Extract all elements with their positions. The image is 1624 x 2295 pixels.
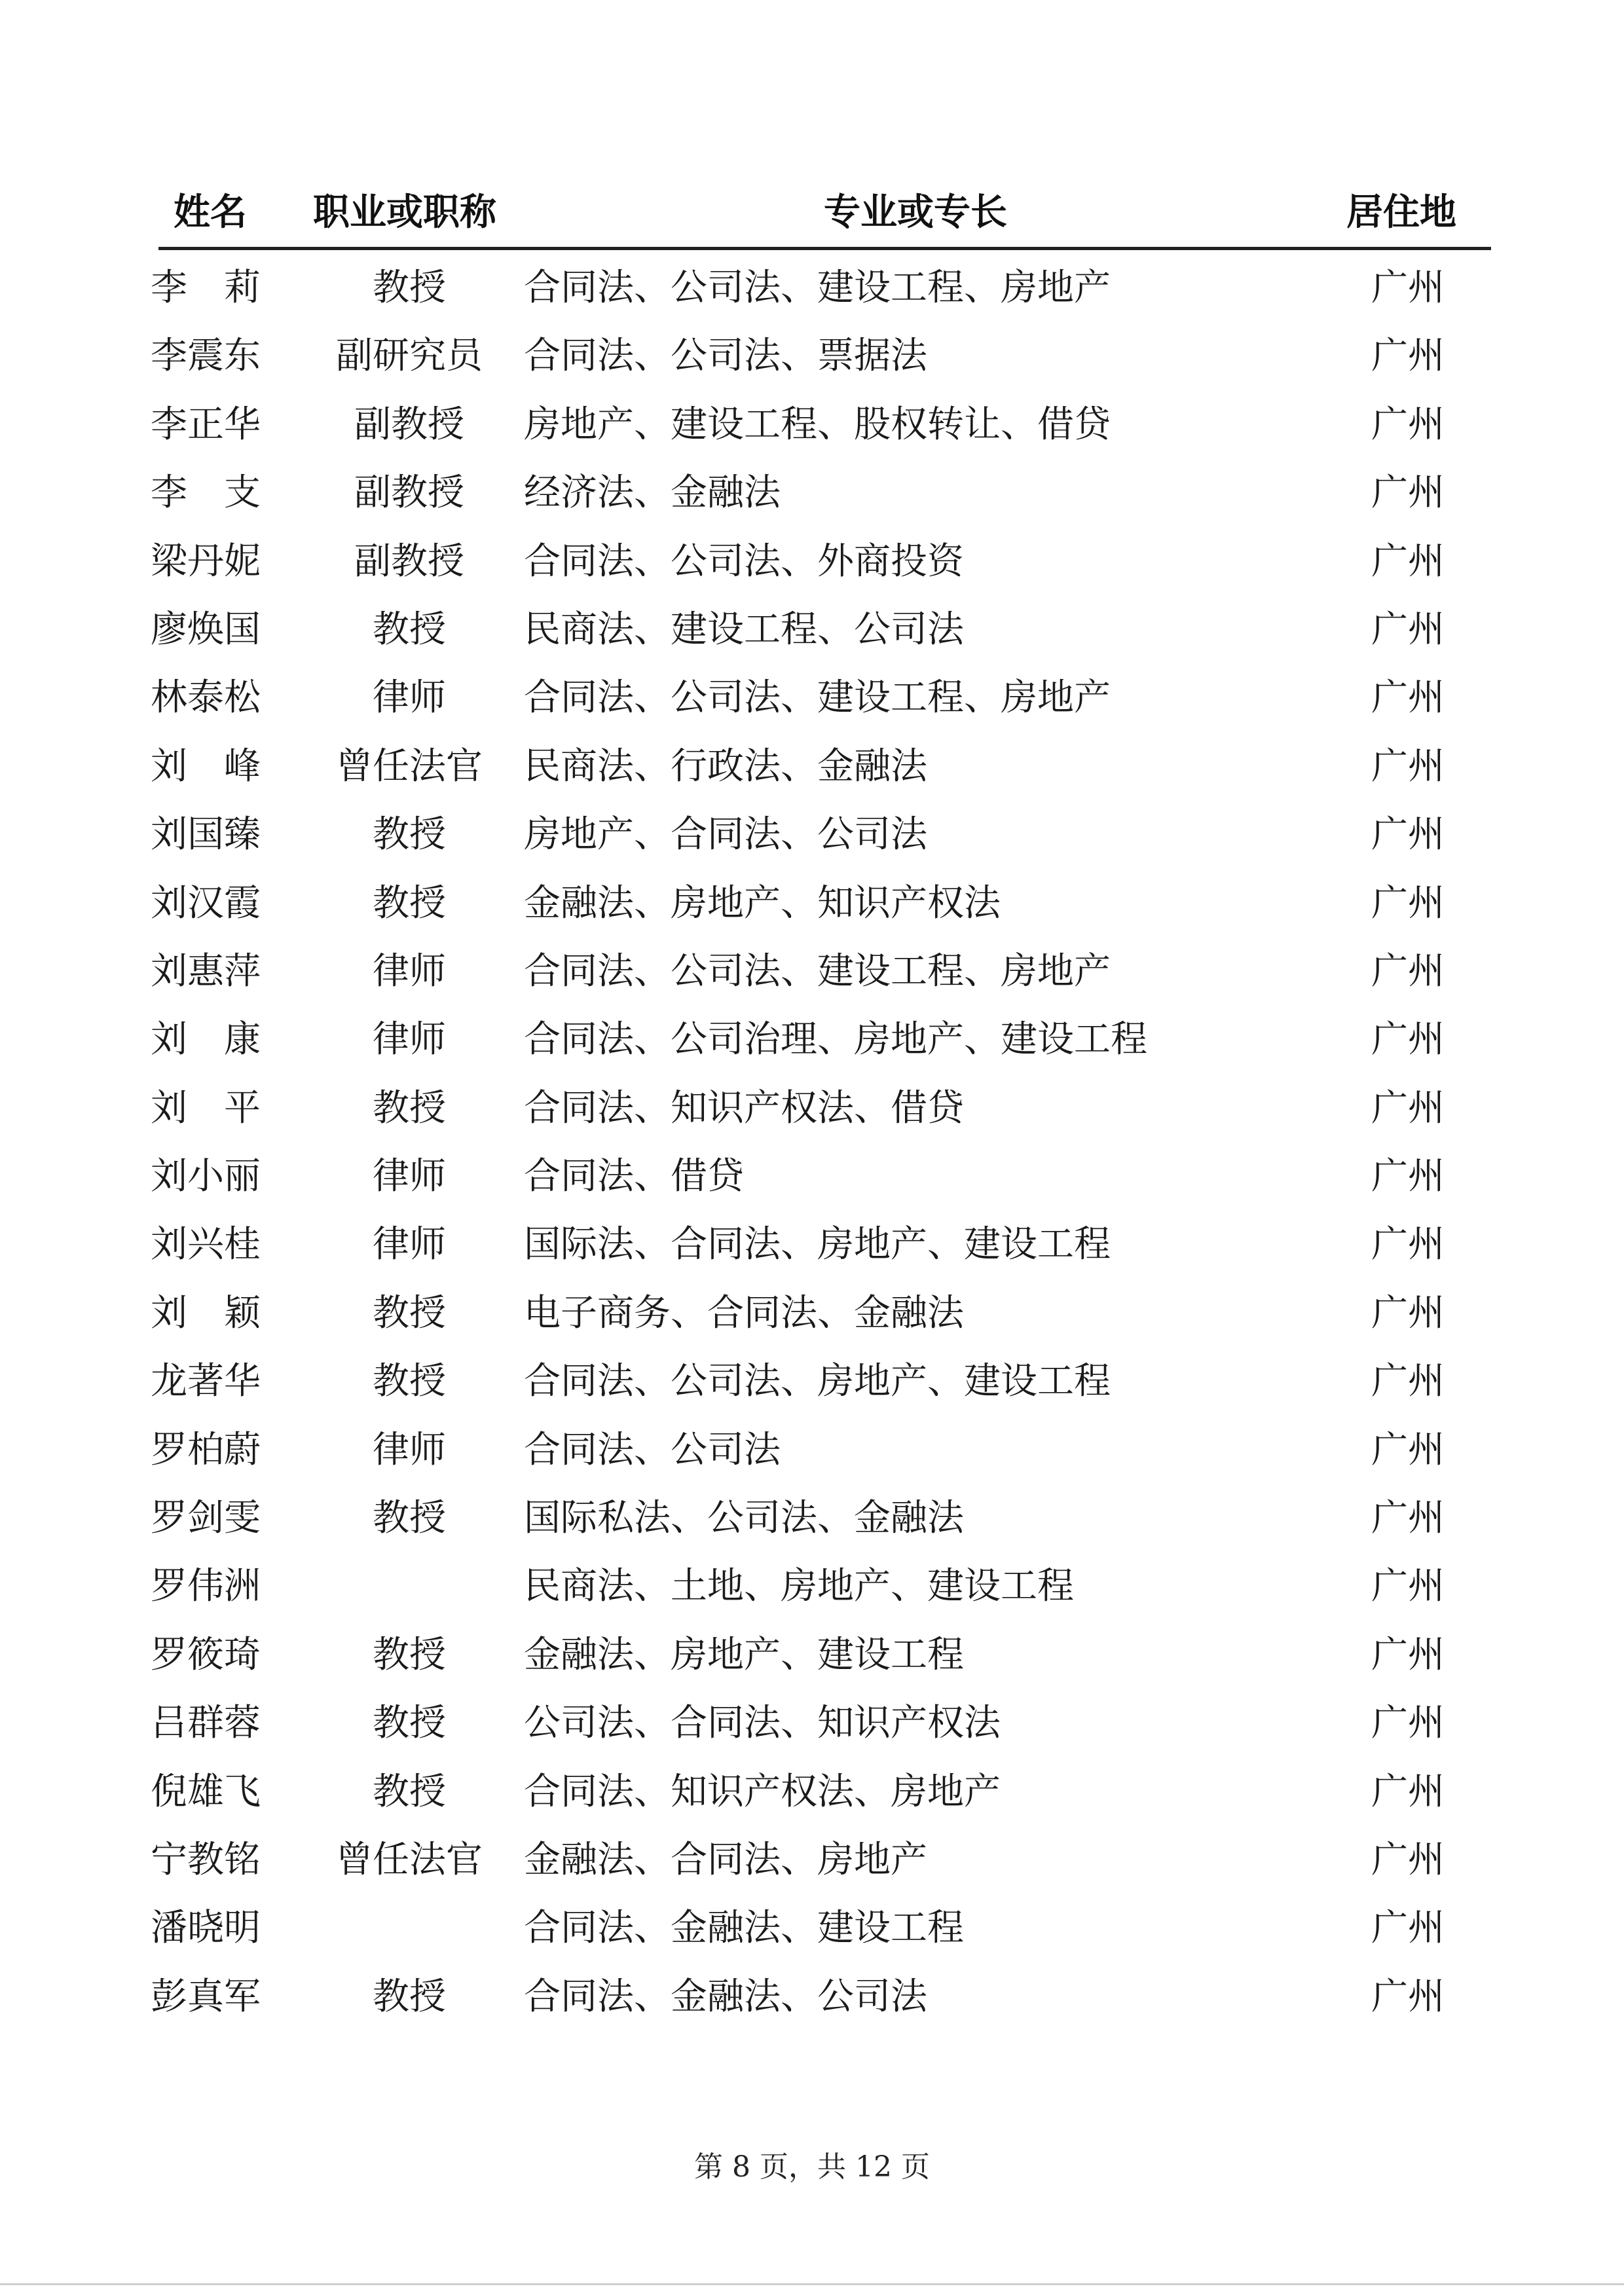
cell-specialty: 合同法、公司法、票据法 bbox=[524, 335, 927, 378]
cell-residence: 广州 bbox=[1371, 266, 1445, 309]
cell-specialty: 电子商务、合同法、金融法 bbox=[524, 1291, 964, 1334]
table-row bbox=[0, 733, 1624, 801]
cell-name: 彭真军 bbox=[151, 1975, 261, 2018]
scan-edge-line bbox=[0, 2283, 1624, 2285]
cell-specialty: 民商法、建设工程、公司法 bbox=[524, 608, 964, 651]
table-row bbox=[0, 801, 1624, 869]
cell-specialty: 合同法、借贷 bbox=[524, 1155, 744, 1198]
expert-table-body bbox=[0, 254, 1624, 2031]
cell-name: 龙著华 bbox=[151, 1360, 261, 1403]
cell-name: 李 支 bbox=[151, 471, 261, 515]
table-row bbox=[0, 1758, 1624, 1826]
cell-title: 律师 bbox=[373, 949, 446, 993]
cell-specialty: 合同法、公司治理、房地产、建设工程 bbox=[524, 1018, 1147, 1061]
cell-residence: 广州 bbox=[1371, 1497, 1445, 1540]
cell-name: 吕群蓉 bbox=[151, 1702, 261, 1745]
cell-name: 李正华 bbox=[151, 403, 261, 446]
table-row bbox=[0, 1894, 1624, 1962]
cell-residence: 广州 bbox=[1371, 1633, 1445, 1676]
cell-specialty: 合同法、公司法 bbox=[524, 1428, 781, 1471]
cell-title: 教授 bbox=[373, 1770, 446, 1813]
cell-title bbox=[321, 1552, 498, 1621]
cell-title: 律师 bbox=[373, 1428, 446, 1471]
cell-title: 律师 bbox=[373, 1018, 446, 1061]
page-footer: 第 8 页，共 12 页 bbox=[694, 2150, 930, 2184]
cell-title: 副教授 bbox=[354, 403, 464, 446]
table-row bbox=[0, 322, 1624, 390]
cell-title: 教授 bbox=[373, 266, 446, 309]
cell-name: 罗柏蔚 bbox=[151, 1428, 261, 1471]
cell-name: 刘 平 bbox=[151, 1086, 261, 1129]
cell-specialty: 民商法、行政法、金融法 bbox=[524, 744, 927, 788]
cell-name: 刘 颖 bbox=[151, 1291, 261, 1334]
cell-title: 律师 bbox=[373, 1223, 446, 1266]
header-name: 姓名 bbox=[174, 191, 247, 234]
cell-title: 教授 bbox=[373, 1975, 446, 2018]
cell-name: 罗筱琦 bbox=[151, 1633, 261, 1676]
cell-name: 宁教铭 bbox=[151, 1838, 261, 1881]
header-rule bbox=[158, 247, 1491, 250]
table-row bbox=[0, 938, 1624, 1006]
cell-residence: 广州 bbox=[1371, 1838, 1445, 1881]
cell-residence: 广州 bbox=[1371, 1428, 1445, 1471]
table-row bbox=[0, 1963, 1624, 2031]
cell-title: 教授 bbox=[373, 1291, 446, 1334]
cell-residence: 广州 bbox=[1371, 1291, 1445, 1334]
cell-specialty: 国际私法、公司法、金融法 bbox=[524, 1497, 964, 1540]
cell-residence: 广州 bbox=[1371, 403, 1445, 446]
cell-title: 教授 bbox=[373, 1633, 446, 1676]
cell-title: 律师 bbox=[373, 1155, 446, 1198]
table-row bbox=[0, 1211, 1624, 1279]
cell-residence: 广州 bbox=[1371, 1975, 1445, 2018]
cell-specialty: 合同法、知识产权法、房地产 bbox=[524, 1770, 1001, 1813]
cell-specialty: 金融法、房地产、知识产权法 bbox=[524, 881, 1001, 925]
cell-residence: 广州 bbox=[1371, 1702, 1445, 1745]
cell-title: 副研究员 bbox=[336, 335, 483, 378]
cell-specialty: 合同法、公司法、建设工程、房地产 bbox=[524, 949, 1111, 993]
cell-specialty: 合同法、公司法、建设工程、房地产 bbox=[524, 266, 1111, 309]
cell-specialty: 国际法、合同法、房地产、建设工程 bbox=[524, 1223, 1111, 1266]
table-row bbox=[0, 1348, 1624, 1416]
table-row bbox=[0, 528, 1624, 596]
cell-title: 副教授 bbox=[354, 540, 464, 583]
cell-title: 教授 bbox=[373, 1360, 446, 1403]
cell-residence: 广州 bbox=[1371, 676, 1445, 720]
cell-residence: 广州 bbox=[1371, 1086, 1445, 1129]
cell-title bbox=[321, 1894, 498, 1962]
cell-specialty: 公司法、合同法、知识产权法 bbox=[524, 1702, 1001, 1745]
cell-name: 刘 峰 bbox=[151, 744, 261, 788]
cell-name: 廖焕国 bbox=[151, 608, 261, 651]
cell-title: 曾任法官 bbox=[336, 1838, 483, 1881]
table-row bbox=[0, 1006, 1624, 1074]
cell-specialty: 合同法、公司法、建设工程、房地产 bbox=[524, 676, 1111, 720]
cell-name: 罗伟洲 bbox=[151, 1565, 261, 1608]
cell-title: 教授 bbox=[373, 1497, 446, 1540]
table-row bbox=[0, 1279, 1624, 1348]
cell-name: 林泰松 bbox=[151, 676, 261, 720]
cell-residence: 广州 bbox=[1371, 471, 1445, 515]
table-row bbox=[0, 870, 1624, 938]
table-row bbox=[0, 391, 1624, 459]
cell-residence: 广州 bbox=[1371, 949, 1445, 993]
table-row bbox=[0, 1621, 1624, 1689]
cell-name: 刘兴桂 bbox=[151, 1223, 261, 1266]
cell-specialty: 合同法、公司法、外商投资 bbox=[524, 540, 964, 583]
cell-specialty: 房地产、建设工程、股权转让、借贷 bbox=[524, 403, 1111, 446]
table-row bbox=[0, 1074, 1624, 1143]
cell-name: 刘 康 bbox=[151, 1018, 261, 1061]
cell-residence: 广州 bbox=[1371, 335, 1445, 378]
table-row bbox=[0, 1484, 1624, 1552]
cell-specialty: 经济法、金融法 bbox=[524, 471, 781, 515]
table-row bbox=[0, 254, 1624, 322]
header-specialty: 专业或专长 bbox=[824, 191, 1007, 234]
cell-name: 刘汉霞 bbox=[151, 881, 261, 925]
cell-residence: 广州 bbox=[1371, 1360, 1445, 1403]
cell-residence: 广州 bbox=[1371, 1155, 1445, 1198]
cell-name: 刘国臻 bbox=[151, 813, 261, 856]
cell-specialty: 民商法、土地、房地产、建设工程 bbox=[524, 1565, 1074, 1608]
cell-title: 教授 bbox=[373, 608, 446, 651]
cell-name: 罗剑雯 bbox=[151, 1497, 261, 1540]
cell-title: 教授 bbox=[373, 1086, 446, 1129]
cell-residence: 广州 bbox=[1371, 881, 1445, 925]
cell-name: 梁丹妮 bbox=[151, 540, 261, 583]
table-row bbox=[0, 664, 1624, 732]
table-row bbox=[0, 1552, 1624, 1621]
cell-name: 刘惠萍 bbox=[151, 949, 261, 993]
cell-title: 曾任法官 bbox=[336, 744, 483, 788]
cell-name: 刘小丽 bbox=[151, 1155, 261, 1198]
cell-specialty: 房地产、合同法、公司法 bbox=[524, 813, 927, 856]
cell-specialty: 合同法、公司法、房地产、建设工程 bbox=[524, 1360, 1111, 1403]
cell-residence: 广州 bbox=[1371, 1770, 1445, 1813]
table-row bbox=[0, 459, 1624, 527]
cell-title: 副教授 bbox=[354, 471, 464, 515]
cell-name: 倪雄飞 bbox=[151, 1770, 261, 1813]
cell-name: 李 莉 bbox=[151, 266, 261, 309]
cell-residence: 广州 bbox=[1371, 540, 1445, 583]
cell-residence: 广州 bbox=[1371, 1907, 1445, 1950]
cell-specialty: 合同法、金融法、建设工程 bbox=[524, 1907, 964, 1950]
cell-residence: 广州 bbox=[1371, 1018, 1445, 1061]
table-row bbox=[0, 1143, 1624, 1211]
cell-residence: 广州 bbox=[1371, 1565, 1445, 1608]
cell-residence: 广州 bbox=[1371, 1223, 1445, 1266]
cell-title: 律师 bbox=[373, 676, 446, 720]
table-row bbox=[0, 1689, 1624, 1757]
table-row bbox=[0, 596, 1624, 664]
cell-specialty: 金融法、房地产、建设工程 bbox=[524, 1633, 964, 1676]
cell-name: 李震东 bbox=[151, 335, 261, 378]
cell-title: 教授 bbox=[373, 1702, 446, 1745]
cell-specialty: 金融法、合同法、房地产 bbox=[524, 1838, 927, 1881]
header-title: 职业或职称 bbox=[313, 191, 496, 234]
cell-residence: 广州 bbox=[1371, 744, 1445, 788]
table-row bbox=[0, 1826, 1624, 1894]
cell-name: 潘晓明 bbox=[151, 1907, 261, 1950]
cell-title: 教授 bbox=[373, 813, 446, 856]
cell-residence: 广州 bbox=[1371, 608, 1445, 651]
cell-title: 教授 bbox=[373, 881, 446, 925]
cell-specialty: 合同法、金融法、公司法 bbox=[524, 1975, 927, 2018]
cell-specialty: 合同法、知识产权法、借贷 bbox=[524, 1086, 964, 1129]
header-residence: 居住地 bbox=[1346, 191, 1456, 234]
table-row bbox=[0, 1416, 1624, 1484]
cell-residence: 广州 bbox=[1371, 813, 1445, 856]
